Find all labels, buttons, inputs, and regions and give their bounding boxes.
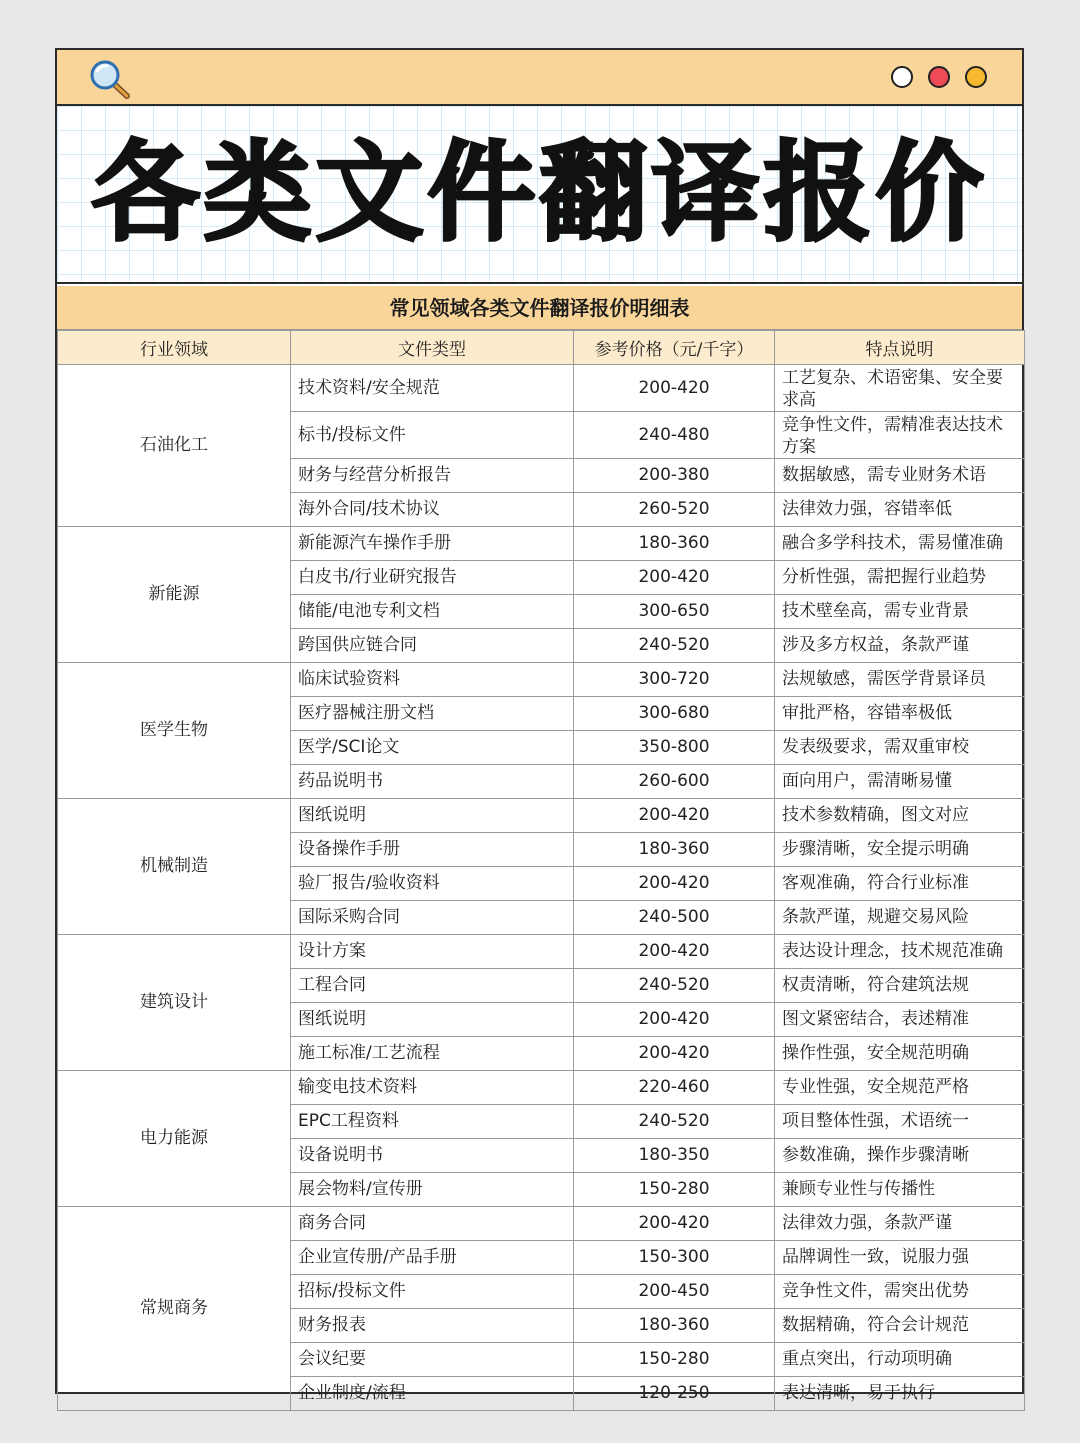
file-type-cell: 输变电技术资料 (291, 1071, 574, 1105)
file-type-cell: 展会物料/宣传册 (291, 1173, 574, 1207)
header-file-type: 文件类型 (291, 331, 574, 365)
file-type-cell: 招标/投标文件 (291, 1275, 574, 1309)
file-type-cell: 设计方案 (291, 935, 574, 969)
domain-cell: 石油化工 (58, 365, 291, 527)
file-type-cell: 白皮书/行业研究报告 (291, 561, 574, 595)
price-cell: 150-280 (574, 1173, 775, 1207)
price-cell: 120-250 (574, 1377, 775, 1411)
price-cell: 200-420 (574, 867, 775, 901)
feature-cell: 数据敏感，需专业财务术语 (775, 459, 1025, 493)
domain-cell: 新能源 (58, 527, 291, 663)
file-type-cell: 企业宣传册/产品手册 (291, 1241, 574, 1275)
price-cell: 300-720 (574, 663, 775, 697)
table-row (58, 663, 1025, 697)
price-cell: 350-800 (574, 731, 775, 765)
page-title: 各类文件翻译报价 (91, 131, 988, 256)
feature-cell: 数据精确，符合会计规范 (775, 1309, 1025, 1343)
file-type-cell: 医疗器械注册文档 (291, 697, 574, 731)
table-row (58, 799, 1025, 833)
domain-cell: 常规商务 (58, 1207, 291, 1411)
file-type-cell: 图纸说明 (291, 1003, 574, 1037)
price-cell: 180-350 (574, 1139, 775, 1173)
file-type-cell: 工程合同 (291, 969, 574, 1003)
feature-cell: 参数准确，操作步骤清晰 (775, 1139, 1025, 1173)
title-banner (57, 106, 1022, 284)
domain-cell: 电力能源 (58, 1071, 291, 1207)
feature-cell: 审批严格，容错率极低 (775, 697, 1025, 731)
price-cell: 200-420 (574, 935, 775, 969)
feature-cell: 分析性强，需把握行业趋势 (775, 561, 1025, 595)
price-cell: 200-420 (574, 365, 775, 412)
feature-cell: 专业性强，安全规范严格 (775, 1071, 1025, 1105)
header-domain: 行业领域 (58, 331, 291, 365)
price-cell: 200-420 (574, 561, 775, 595)
table-caption: 常见领域各类文件翻译报价明细表 (57, 286, 1022, 330)
red-dot-icon (928, 66, 950, 88)
price-cell: 240-520 (574, 629, 775, 663)
price-cell: 200-420 (574, 1207, 775, 1241)
feature-cell: 项目整体性强，术语统一 (775, 1105, 1025, 1139)
file-type-cell: 标书/投标文件 (291, 412, 574, 459)
file-type-cell: 商务合同 (291, 1207, 574, 1241)
feature-cell: 条款严谨，规避交易风险 (775, 901, 1025, 935)
feature-cell: 表达清晰，易于执行 (775, 1377, 1025, 1411)
file-type-cell: 药品说明书 (291, 765, 574, 799)
feature-cell: 客观准确，符合行业标准 (775, 867, 1025, 901)
price-cell: 260-600 (574, 765, 775, 799)
table-header-row (58, 331, 1025, 365)
price-cell: 200-450 (574, 1275, 775, 1309)
price-cell: 300-650 (574, 595, 775, 629)
file-type-cell: 跨国供应链合同 (291, 629, 574, 663)
file-type-cell: 施工标准/工艺流程 (291, 1037, 574, 1071)
price-card (55, 48, 1024, 1403)
file-type-cell: 储能/电池专利文档 (291, 595, 574, 629)
price-table (57, 330, 1025, 1411)
file-type-cell: 设备操作手册 (291, 833, 574, 867)
feature-cell: 步骤清晰，安全提示明确 (775, 833, 1025, 867)
table-row (58, 527, 1025, 561)
price-cell: 240-480 (574, 412, 775, 459)
price-cell: 200-420 (574, 799, 775, 833)
feature-cell: 表达设计理念，技术规范准确 (775, 935, 1025, 969)
price-cell: 200-380 (574, 459, 775, 493)
feature-cell: 涉及多方权益，条款严谨 (775, 629, 1025, 663)
price-cell: 200-420 (574, 1037, 775, 1071)
domain-cell: 机械制造 (58, 799, 291, 935)
magnifier-icon (87, 58, 133, 100)
feature-cell: 法律效力强，容错率低 (775, 493, 1025, 527)
feature-cell: 发表级要求，需双重审校 (775, 731, 1025, 765)
price-cell: 150-280 (574, 1343, 775, 1377)
feature-cell: 操作性强，安全规范明确 (775, 1037, 1025, 1071)
feature-cell: 法律效力强，条款严谨 (775, 1207, 1025, 1241)
feature-cell: 图文紧密结合，表述精准 (775, 1003, 1025, 1037)
window-bar (57, 50, 1022, 106)
price-cell: 150-300 (574, 1241, 775, 1275)
table-body (58, 365, 1025, 1411)
table-row (58, 1207, 1025, 1241)
price-cell: 240-520 (574, 969, 775, 1003)
feature-cell: 兼顾专业性与传播性 (775, 1173, 1025, 1207)
file-type-cell: 会议纪要 (291, 1343, 574, 1377)
feature-cell: 权责清晰，符合建筑法规 (775, 969, 1025, 1003)
price-cell: 260-520 (574, 493, 775, 527)
price-cell: 240-500 (574, 901, 775, 935)
price-cell: 300-680 (574, 697, 775, 731)
feature-cell: 竞争性文件，需精准表达技术方案 (775, 412, 1025, 459)
file-type-cell: 技术资料/安全规范 (291, 365, 574, 412)
table-row (58, 935, 1025, 969)
file-type-cell: EPC工程资料 (291, 1105, 574, 1139)
header-price: 参考价格（元/千字） (574, 331, 775, 365)
feature-cell: 技术壁垒高，需专业背景 (775, 595, 1025, 629)
feature-cell: 品牌调性一致，说服力强 (775, 1241, 1025, 1275)
table-row (58, 365, 1025, 412)
file-type-cell: 图纸说明 (291, 799, 574, 833)
domain-cell: 建筑设计 (58, 935, 291, 1071)
feature-cell: 竞争性文件，需突出优势 (775, 1275, 1025, 1309)
header-feature: 特点说明 (775, 331, 1025, 365)
file-type-cell: 验厂报告/验收资料 (291, 867, 574, 901)
feature-cell: 法规敏感，需医学背景译员 (775, 663, 1025, 697)
file-type-cell: 财务报表 (291, 1309, 574, 1343)
white-dot-icon (891, 66, 913, 88)
domain-cell: 医学生物 (58, 663, 291, 799)
price-cell: 240-520 (574, 1105, 775, 1139)
file-type-cell: 医学/SCI论文 (291, 731, 574, 765)
feature-cell: 工艺复杂、术语密集、安全要求高 (775, 365, 1025, 412)
feature-cell: 技术参数精确，图文对应 (775, 799, 1025, 833)
price-cell: 200-420 (574, 1003, 775, 1037)
file-type-cell: 财务与经营分析报告 (291, 459, 574, 493)
file-type-cell: 企业制度/流程 (291, 1377, 574, 1411)
file-type-cell: 新能源汽车操作手册 (291, 527, 574, 561)
yellow-dot-icon (965, 66, 987, 88)
price-cell: 180-360 (574, 833, 775, 867)
price-cell: 180-360 (574, 1309, 775, 1343)
file-type-cell: 国际采购合同 (291, 901, 574, 935)
file-type-cell: 海外合同/技术协议 (291, 493, 574, 527)
file-type-cell: 临床试验资料 (291, 663, 574, 697)
price-cell: 220-460 (574, 1071, 775, 1105)
feature-cell: 融合多学科技术，需易懂准确 (775, 527, 1025, 561)
table-row (58, 1071, 1025, 1105)
feature-cell: 面向用户，需清晰易懂 (775, 765, 1025, 799)
price-cell: 180-360 (574, 527, 775, 561)
feature-cell: 重点突出，行动项明确 (775, 1343, 1025, 1377)
file-type-cell: 设备说明书 (291, 1139, 574, 1173)
